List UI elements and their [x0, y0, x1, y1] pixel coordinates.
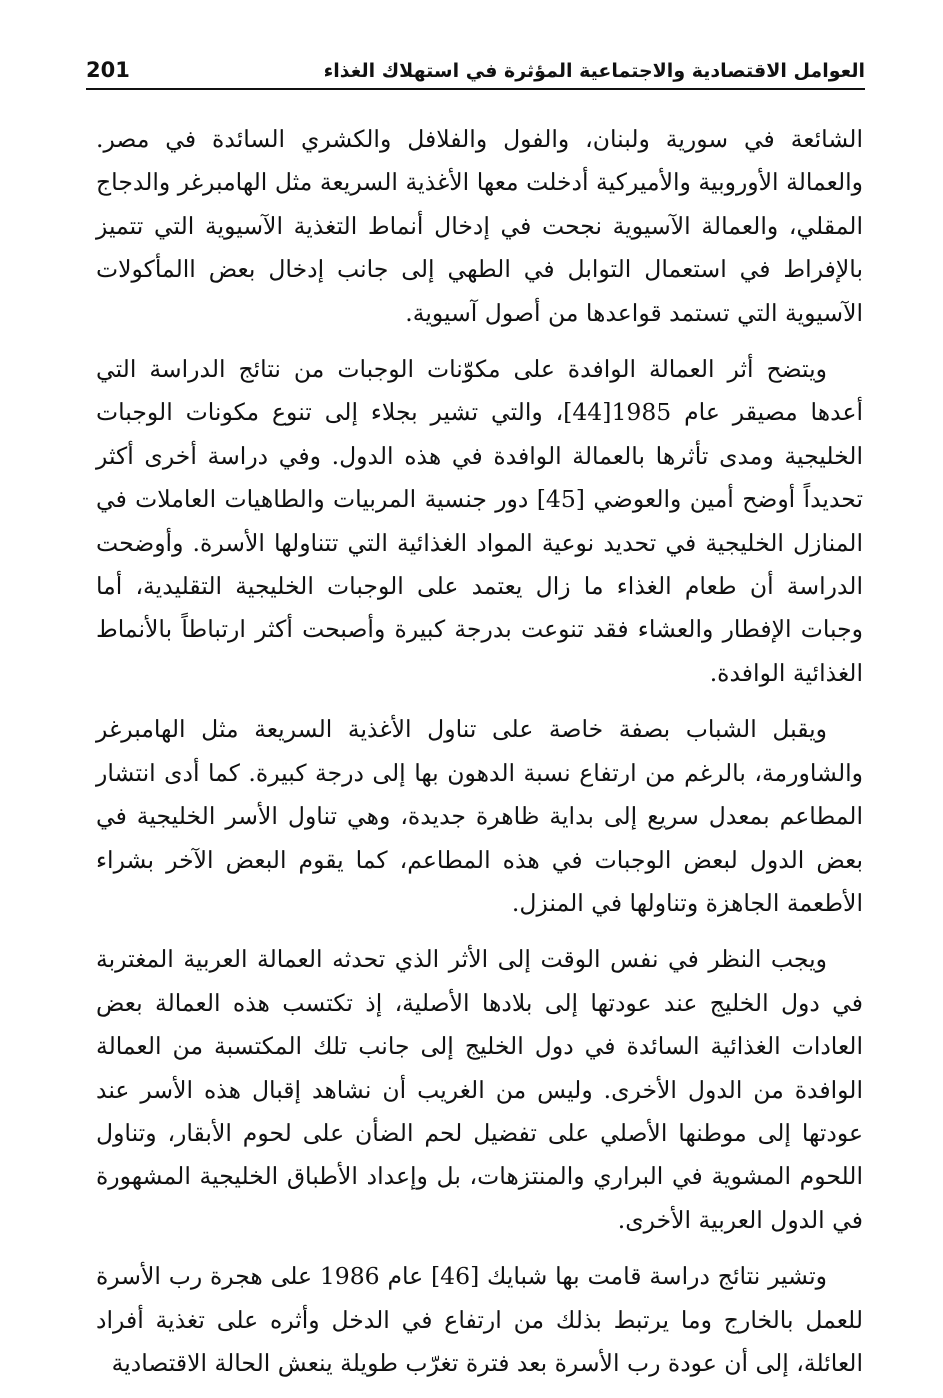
- paragraph: ويقبل الشباب بصفة خاصة على تناول الأغذية السريعة مثل الهامبرغر والشاورمة، بالرغم من ارتفاع نسبة الدهون بها إلى درجة كبيرة. كما أدى انتشار المطاعم بمعدل سريع إلى بداية ظاهرة جديدة، وهي تناول الأسر الخليجية في بعض الدول لبعض الوجبات في هذه المطاعم، كما يقوم البعض الآخر بشراء الأطعمة الجاهزة وتناولها في المنزل.: [96, 715, 863, 917]
- paragraph: وتشير نتائج دراسة قامت بها شبايك [46] عام 1986 على هجرة رب الأسرة للعمل بالخارج وما يرتبط بذلك من ارتفاع في الدخل وأثره على تغذية أفراد العائلة، إلى أن عودة رب الأسرة بعد فترة تغرّب طويلة ينعش الحالة الاقتصادية: [96, 1262, 863, 1377]
- paragraph: الشائعة في سورية ولبنان، والفول والفلافل والكشري السائدة في مصر. والعمالة الأوروبية والأميركية أدخلت معها الأغذية السريعة مثل الهامبرغر والدجاج المقلي، والعمالة الآسيوية نجحت في إدخال أنماط التغذية الآسيوية التي تتميز بالإفراط في استعمال التوابل في الطهي إلى جانب إدخال بعض االمأكولات الآسيوية التي تستمد قواعدها من أصول آسيوية.: [96, 125, 863, 327]
- body-text: [96, 118, 863, 1398]
- paragraph: ويجب النظر في نفس الوقت إلى الأثر الذي تحدثه العمالة العربية المغتربة في دول الخليج عند عودتها إلى بلادها الأصلية، إذ تكتسب هذه العمالة بعض العادات الغذائية السائدة في دول الخليج إلى جانب تلك المكتسبة من العمالة الوافدة من الدول الأخرى. وليس من الغريب أن نشاهد إقبال هذه الأسر عند عودتها إلى موطنها الأصلي على تفضيل لحم الضأن على لحوم الأبقار، وتناول اللحوم المشوية في البراري والمنتزهات، بل وإعداد الأطباق الخليجية المشهورة في الدول العربية الأخرى.: [96, 945, 863, 1234]
- running-title: العوامل الاقتصادية والاجتماعية المؤثرة في استهلاك الغذاء: [323, 60, 865, 82]
- page-number: 201: [86, 58, 130, 82]
- page-header: [86, 46, 865, 90]
- paragraph: ويتضح أثر العمالة الوافدة على مكوّنات الوجبات من نتائج الدراسة التي أعدها مصيقر عام 1985[44]، والتي تشير بجلاء إلى تنوع مكونات الوجبات الخليجية ومدى تأثرها بالعمالة الوافدة في هذه الدول. وفي دراسة أخرى أكثر تحديداً أوضح أمين والعوضي [45] دور جنسية المربيات والطاهيات العاملات في المنازل الخليجية في تحديد نوعية المواد الغذائية التي تتناولها الأسرة. وأوضحت الدراسة أن طعام الغذاء ما زال يعتمد على الوجبات الخليجية التقليدية، أما وجبات الإفطار والعشاء فقد تنوعت بدرجة كبيرة وأصبحت أكثر ارتباطاً بالأنماط الغذائية الوافدة.: [96, 355, 863, 687]
